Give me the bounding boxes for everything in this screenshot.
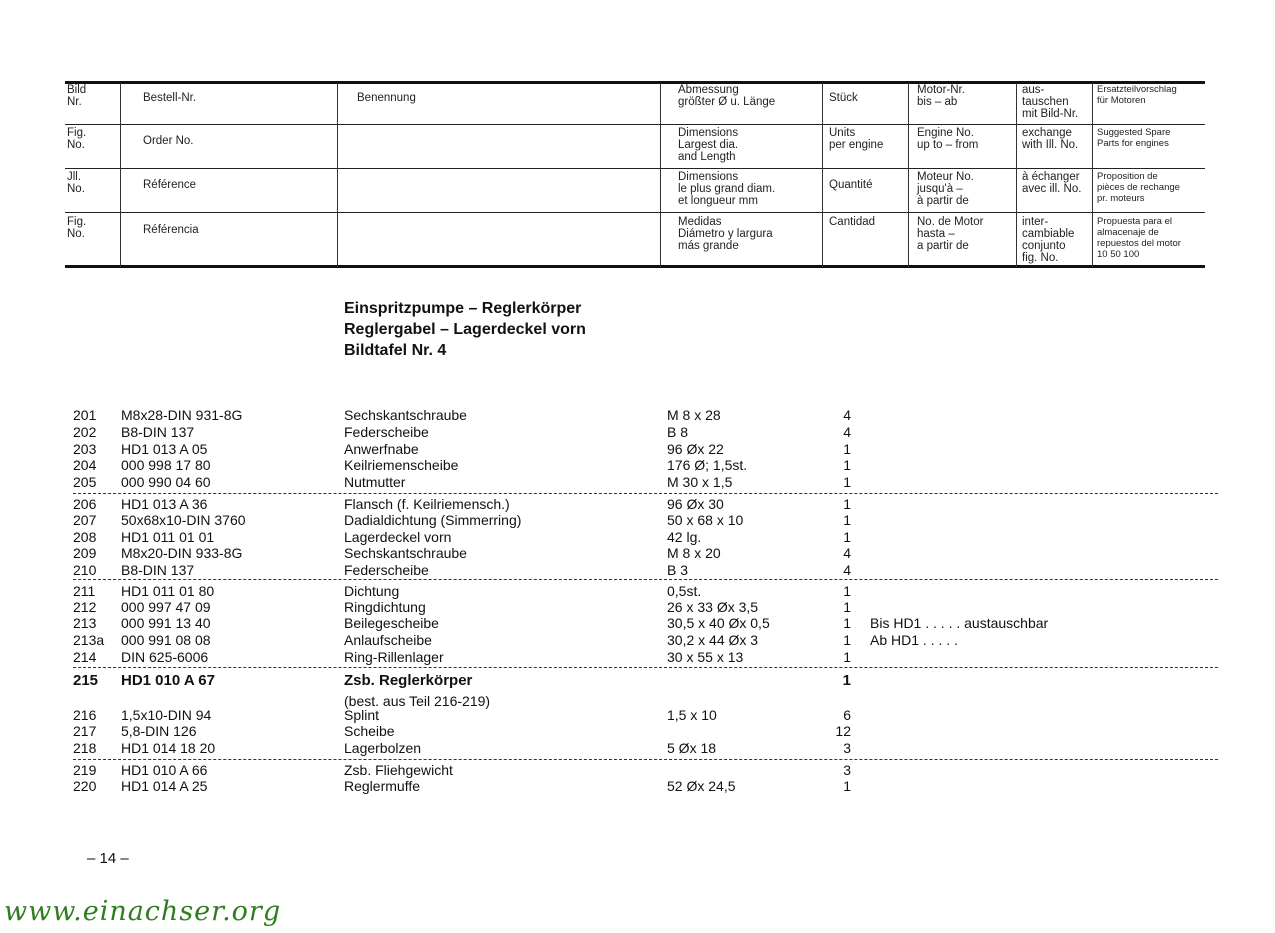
part-dimension: 5 Øx 18 — [667, 740, 717, 756]
part-quantity: 1 — [843, 778, 851, 794]
header-column-divider — [660, 83, 661, 267]
part-quantity: 4 — [843, 407, 851, 423]
part-quantity: 4 — [843, 562, 851, 578]
part-quantity: 1 — [843, 599, 851, 615]
header-cell: Units per engine — [829, 127, 884, 151]
part-quantity: 12 — [835, 723, 851, 739]
header-cell: Stück — [829, 92, 858, 104]
header-bottom-rule — [65, 265, 1205, 268]
part-quantity: 1 — [843, 496, 851, 512]
part-name: Lagerdeckel vorn — [344, 529, 452, 545]
title-line: Reglergabel – Lagerdeckel vorn — [344, 321, 586, 338]
group-separator — [73, 759, 1218, 760]
part-row — [73, 778, 1213, 794]
part-name: Splint — [344, 707, 380, 723]
part-dimension: 30,2 x 44 Øx 3 — [667, 632, 759, 648]
part-quantity: 1 — [843, 632, 851, 648]
part-row — [73, 545, 1213, 561]
part-name: Federscheibe — [344, 424, 429, 440]
part-row — [73, 512, 1213, 528]
part-fig-number: 201 — [73, 407, 97, 423]
part-name: Scheibe — [344, 723, 395, 739]
part-row — [73, 707, 1213, 723]
part-row — [73, 632, 1213, 648]
header-column-divider — [1016, 83, 1017, 267]
part-dimension: 50 x 68 x 10 — [667, 512, 744, 528]
header-cell: Ersatzteilvorschlag für Motoren — [1097, 84, 1177, 106]
part-dimension: 96 Øx 22 — [667, 441, 724, 457]
group-separator — [73, 493, 1218, 494]
part-order-number: HD1 014 18 20 — [121, 740, 216, 756]
part-row — [73, 599, 1213, 615]
website-watermark[interactable]: www.einachser.org — [4, 896, 282, 927]
part-fig-number: 213a — [73, 632, 105, 648]
header-cell: Fig. No. — [67, 127, 87, 151]
part-order-number: 000 991 13 40 — [121, 615, 211, 631]
header-column-divider — [822, 83, 823, 267]
header-column-divider — [337, 83, 338, 267]
part-row — [73, 496, 1213, 512]
page-number: – 14 – — [87, 850, 129, 867]
part-dimension: B 3 — [667, 562, 689, 578]
part-name: Dadialdichtung (Simmerring) — [344, 512, 522, 528]
part-quantity: 3 — [843, 740, 851, 756]
part-quantity: 1 — [842, 672, 851, 689]
part-fig-number: 203 — [73, 441, 97, 457]
part-quantity: 1 — [843, 529, 851, 545]
part-fig-number: 208 — [73, 529, 97, 545]
part-quantity: 3 — [843, 762, 851, 778]
part-fig-number: 216 — [73, 707, 97, 723]
header-cell: inter- cambiable conjunto fig. No. — [1022, 216, 1075, 264]
header-cell: Cantidad — [829, 216, 876, 228]
part-quantity: 6 — [843, 707, 851, 723]
part-order-number: 5,8-DIN 126 — [121, 723, 197, 739]
part-row — [73, 474, 1213, 490]
title-line: Einspritzpumpe – Reglerkörper — [344, 300, 582, 317]
part-name: Keilriemenscheibe — [344, 457, 459, 473]
part-row — [73, 441, 1213, 457]
part-fig-number: 202 — [73, 424, 97, 440]
header-column-divider — [120, 83, 121, 267]
part-name: Dichtung — [344, 583, 400, 599]
part-row — [73, 740, 1213, 756]
header-cell: exchange with Ill. No. — [1022, 127, 1079, 151]
header-cell: Bild Nr. — [67, 84, 87, 108]
part-dimension: 1,5 x 10 — [667, 707, 717, 723]
header-cell: No. de Motor hasta – a partir de — [917, 216, 984, 252]
header-cell: Propuesta para el almacenaje de repuestos del motor 10 50 100 — [1097, 216, 1181, 260]
part-order-number: HD1 013 A 36 — [121, 496, 208, 512]
part-name: Reglermuffe — [344, 778, 421, 794]
part-dimension: 176 Ø; 1,5st. — [667, 457, 748, 473]
part-name: Lagerbolzen — [344, 740, 422, 756]
part-row — [73, 615, 1213, 631]
part-order-number: 000 997 47 09 — [121, 599, 211, 615]
part-note: Ab HD1 . . . . . — [870, 632, 958, 648]
header-cell: à échanger avec ill. No. — [1022, 171, 1082, 195]
part-fig-number: 218 — [73, 740, 97, 756]
part-order-number: HD1 011 01 80 — [121, 583, 215, 599]
part-order-number: HD1 010 A 67 — [121, 672, 215, 689]
part-fig-number: 213 — [73, 615, 97, 631]
part-order-number: HD1 013 A 05 — [121, 441, 208, 457]
part-fig-number: 206 — [73, 496, 97, 512]
part-name: Federscheibe — [344, 562, 429, 578]
header-cell: Engine No. up to – from — [917, 127, 979, 151]
part-row — [73, 562, 1213, 578]
header-cell: Suggested Spare Parts for engines — [1097, 127, 1171, 149]
header-cell: Proposition de pièces de rechange pr. moteurs — [1097, 171, 1180, 204]
header-cell: Abmessung größter Ø u. Länge — [678, 84, 776, 108]
section-title — [344, 298, 586, 361]
part-row — [73, 649, 1213, 665]
part-order-number: HD1 011 01 01 — [121, 529, 215, 545]
part-name: Ringdichtung — [344, 599, 426, 615]
part-quantity: 1 — [843, 474, 851, 490]
part-order-number: B8-DIN 137 — [121, 562, 195, 578]
part-name: Ring-Rillenlager — [344, 649, 444, 665]
part-order-number: B8-DIN 137 — [121, 424, 195, 440]
part-name: (best. aus Teil 216-219) — [344, 693, 491, 709]
part-name: Anlaufscheibe — [344, 632, 432, 648]
header-cell: Fig. No. — [67, 216, 87, 240]
part-dimension: M 8 x 28 — [667, 407, 721, 423]
part-quantity: 4 — [843, 424, 851, 440]
part-dimension: B 8 — [667, 424, 689, 440]
part-name: Sechskantschraube — [344, 407, 467, 423]
part-row — [73, 529, 1213, 545]
header-row-divider — [65, 168, 1205, 169]
header-cell: Dimensions le plus grand diam. et longueur mm — [678, 171, 776, 207]
header-cell: Motor-Nr. bis – ab — [917, 84, 965, 108]
part-order-number: 000 990 04 60 — [121, 474, 211, 490]
part-name: Zsb. Reglerkörper — [344, 672, 473, 689]
part-fig-number: 211 — [73, 583, 96, 599]
part-dimension: M 8 x 20 — [667, 545, 721, 561]
header-cell: Benennung — [357, 92, 416, 104]
header-cell: Medidas Diámetro y largura más grande — [678, 216, 773, 252]
header-cell: Order No. — [143, 135, 194, 147]
part-dimension: 30 x 55 x 13 — [667, 649, 744, 665]
header-cell: Référencia — [143, 224, 199, 236]
part-fig-number: 204 — [73, 457, 97, 473]
part-row — [73, 407, 1213, 423]
part-fig-number: 207 — [73, 512, 97, 528]
part-order-number: M8x20-DIN 933-8G — [121, 545, 243, 561]
header-row-divider — [65, 212, 1205, 213]
part-fig-number: 215 — [73, 672, 99, 689]
part-fig-number: 214 — [73, 649, 97, 665]
part-order-number: 000 998 17 80 — [121, 457, 211, 473]
part-quantity: 4 — [843, 545, 851, 561]
part-quantity: 1 — [843, 457, 851, 473]
header-cell: Moteur No. jusqu'à – à partir de — [917, 171, 974, 207]
part-fig-number: 220 — [73, 778, 97, 794]
part-quantity: 1 — [843, 583, 851, 599]
part-quantity: 1 — [843, 441, 851, 457]
part-order-number: 50x68x10-DIN 3760 — [121, 512, 246, 528]
part-name: Sechskantschraube — [344, 545, 467, 561]
header-cell: Bestell-Nr. — [143, 92, 197, 104]
part-quantity: 1 — [843, 649, 851, 665]
part-fig-number: 217 — [73, 723, 97, 739]
part-dimension: 42 lg. — [667, 529, 702, 545]
header-column-divider — [908, 83, 909, 267]
part-name: Beilegescheibe — [344, 615, 439, 631]
title-line: Bildtafel Nr. 4 — [344, 342, 447, 359]
header-cell: Jll. No. — [67, 171, 85, 195]
header-cell: aus- tauschen mit Bild-Nr. — [1022, 84, 1079, 120]
group-separator — [73, 579, 1218, 580]
part-order-number: 000 991 08 08 — [121, 632, 211, 648]
part-note: Bis HD1 . . . . . austauschbar — [870, 615, 1049, 631]
part-row — [73, 457, 1213, 473]
part-fig-number: 212 — [73, 599, 97, 615]
part-dimension: M 30 x 1,5 — [667, 474, 733, 490]
part-order-number: M8x28-DIN 931-8G — [121, 407, 243, 423]
header-cell: Quantité — [829, 179, 873, 191]
part-quantity: 1 — [843, 512, 851, 528]
part-dimension: 96 Øx 30 — [667, 496, 724, 512]
part-row — [73, 762, 1213, 778]
part-order-number: 1,5x10-DIN 94 — [121, 707, 212, 723]
header-column-divider — [1092, 83, 1093, 267]
part-fig-number: 209 — [73, 545, 97, 561]
part-name: Nutmutter — [344, 474, 406, 490]
part-dimension: 26 x 33 Øx 3,5 — [667, 599, 759, 615]
part-dimension: 30,5 x 40 Øx 0,5 — [667, 615, 770, 631]
part-order-number: HD1 014 A 25 — [121, 778, 208, 794]
part-row — [73, 673, 1213, 689]
part-order-number: DIN 625-6006 — [121, 649, 209, 665]
part-row — [73, 723, 1213, 739]
group-separator — [73, 667, 1218, 668]
part-fig-number: 210 — [73, 562, 97, 578]
part-name: Flansch (f. Keilriemensch.) — [344, 496, 510, 512]
part-quantity: 1 — [843, 615, 851, 631]
part-fig-number: 219 — [73, 762, 97, 778]
part-row — [73, 424, 1213, 440]
part-fig-number: 205 — [73, 474, 97, 490]
header-cell: Dimensions Largest dia. and Length — [678, 127, 739, 163]
header-row-divider — [65, 124, 1205, 125]
header-cell: Référence — [143, 179, 197, 191]
part-row — [73, 583, 1213, 599]
part-order-number: HD1 010 A 66 — [121, 762, 208, 778]
part-name: Zsb. Fliehgewicht — [344, 762, 453, 778]
part-name: Anwerfnabe — [344, 441, 419, 457]
part-dimension: 52 Øx 24,5 — [667, 778, 736, 794]
part-dimension: 0,5st. — [667, 583, 702, 599]
